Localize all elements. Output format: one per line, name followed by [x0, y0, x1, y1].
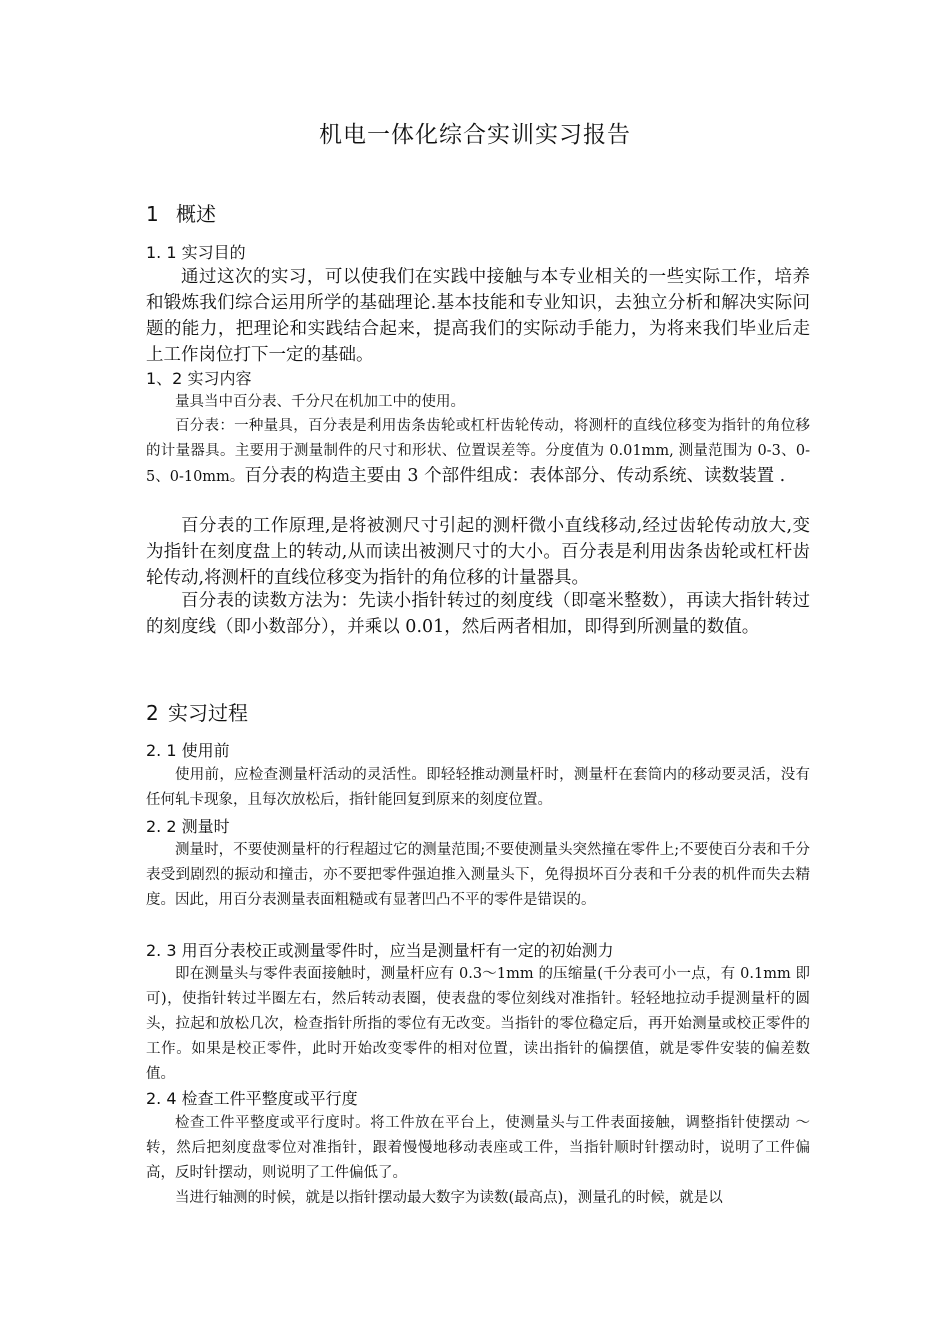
- subsection-heading: 2. 3 用百分表校正或测量零件时，应当是测量杆有一定的初始测力: [146, 941, 614, 960]
- subsection-heading: 1. 1 实习目的: [146, 243, 246, 262]
- subsection-heading: 2. 4 检查工件平整度或平行度: [146, 1089, 358, 1108]
- paragraph: 即在测量头与零件表面接触时，测量杆应有 0.3～1mm 的压缩量(千分表可小一点，有 0.1mm 即可)，使指针转过半圈左右，然后转动表圈，使表盘的零位刻线对准指针。轻轻地拉动手提测量杆的圆头，拉起和放松几次，检查指针所指的零位有无改变。当指针的零位稳定后，再开始测量或校正零件的工作。如果是校正零件，此时开始改变零件的相对位置，读出指针的偏摆值，就是零件安装的偏差数值。: [146, 966, 810, 1082]
- section-heading: [146, 697, 248, 726]
- section-number: 1: [146, 202, 159, 226]
- paragraph-text: 百分表的构造主要由 3 个部件组成：表体部分、传动系统、读数装置 .: [244, 466, 786, 486]
- paragraph: 使用前，应检查测量杆活动的灵活性。即轻轻推动测量杆时，测量杆在套筒内的移动要灵活，没有任何轧卡现象，且每次放松后，指针能回复到原来的刻度位置。: [146, 767, 810, 808]
- section-title: 实习过程: [168, 701, 248, 725]
- subsection-heading: 2. 1 使用前: [146, 741, 230, 760]
- subsection-heading: 2. 2 测量时: [146, 817, 230, 836]
- paragraph: 测量时，不要使测量杆的行程超过它的测量范围;不要使测量头突然撞在零件上;不要使百分表和千分表受到剧烈的振动和撞击，亦不要把零件强迫推入测量头下，免得损坏百分表和千分表的机件而失去精度。因此，用百分表测量表面粗糙或有显著凹凸不平的零件是错误的。: [146, 842, 810, 908]
- paragraph: 通过这次的实习，可以使我们在实践中接触与本专业相关的一些实际工作，培养和锻炼我们综合运用所学的基础理论.基本技能和专业知识，去独立分析和解决实际问题的能力，把理论和实践结合起来，提高我们的实际动手能力，为将来我们毕业后走上工作岗位打下一定的基础。: [146, 267, 810, 365]
- paragraph: [146, 414, 810, 490]
- document-title: 机电一体化综合实训实习报告: [319, 122, 631, 148]
- section-title: 概述: [176, 202, 216, 226]
- paragraph: 检查工件平整度或平行度时。将工件放在平台上，使测量头与工件表面接触，调整指针使摆动 ～转，然后把刻度盘零位对准指针，跟着慢慢地移动表座或工件，当指针顺时针摆动时，说明了工件偏高，反时针摆动，则说明了工件偏低了。: [146, 1115, 810, 1181]
- paragraph: 量具当中百分表、千分尺在机加工中的使用。: [175, 394, 465, 410]
- paragraph: 当进行轴测的时候，就是以指针摆动最大数字为读数(最高点)，测量孔的时候，就是以: [175, 1190, 723, 1206]
- section-number: 2: [146, 701, 159, 725]
- section-heading: [146, 198, 216, 227]
- paragraph: 百分表的工作原理,是将被测尺寸引起的测杆微小直线移动,经过齿轮传动放大,变为指针在刻度盘上的转动,从而读出被测尺寸的大小。百分表是利用齿条齿轮或杠杆齿轮传动,将测杆的直线位移变为指针的角位移的计量器具。: [146, 516, 810, 588]
- subsection-heading: 1、2 实习内容: [146, 369, 252, 388]
- paragraph-text: 百分表：一种量具，百分表是利用齿条齿轮或杠杆齿轮传动，将测杆的直线位移变为指针的角位移的计量器具。主要用于测量制件的尺寸和形状、位置误差等。分度值为 0.01mm, 测量范围为 0-3、0-5、0-10mm。: [146, 418, 810, 485]
- paragraph: 百分表的读数方法为：先读小指针转过的刻度线（即毫米整数），再读大指针转过的刻度线（即小数部分），并乘以 0.01，然后两者相加，即得到所测量的数值。: [146, 591, 810, 637]
